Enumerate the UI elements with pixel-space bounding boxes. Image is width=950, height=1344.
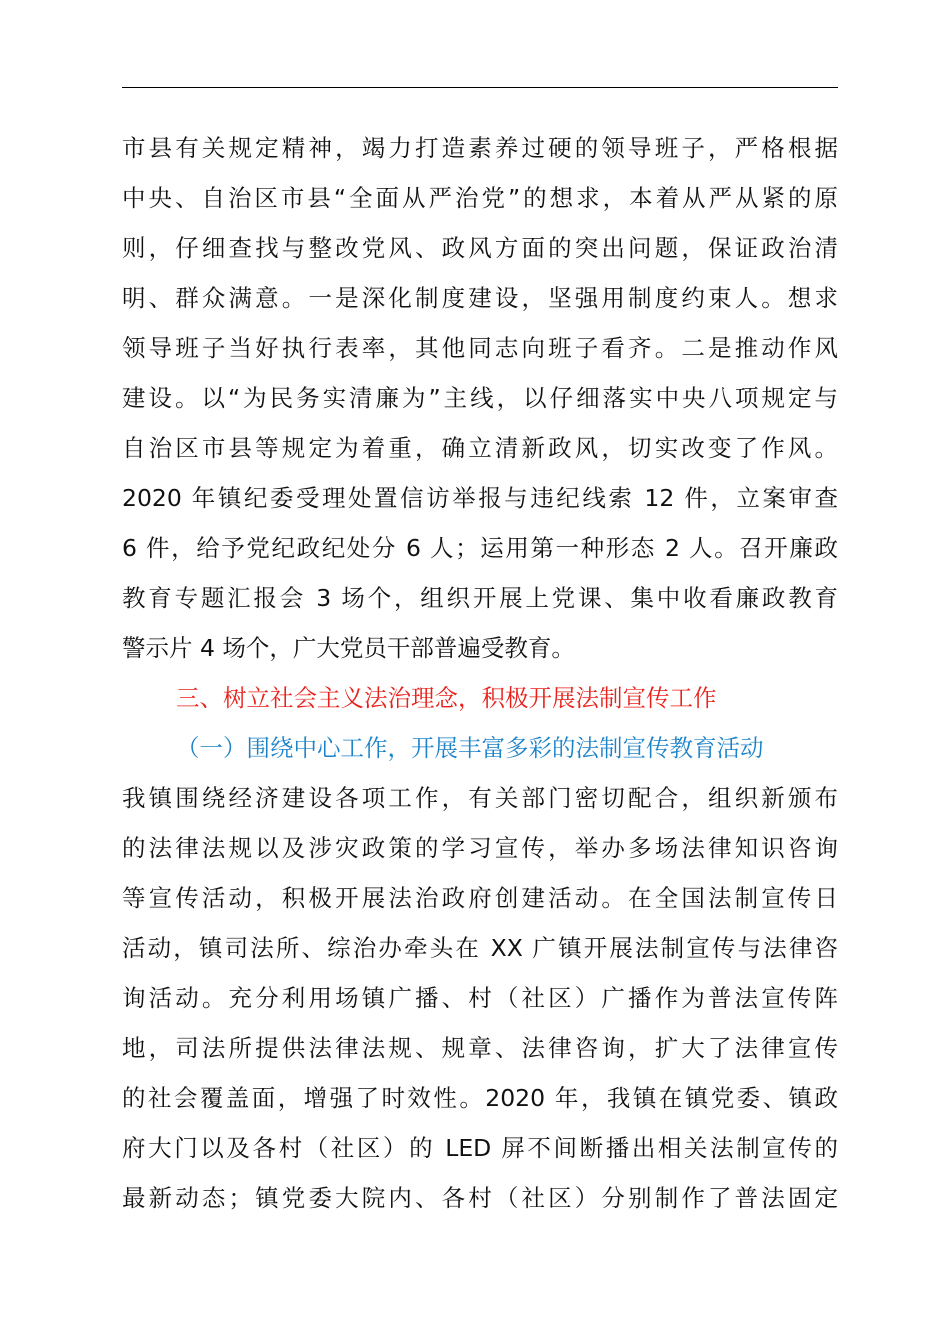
text-line: 中央、自治区市县“全面从严治党”的想求，本着从严从紧的原 — [122, 184, 838, 212]
text-line: 6 件，给予党纪政纪处分 6 人；运用第一种形态 2 人。召开廉政 — [122, 534, 838, 562]
section-heading: 三、树立社会主义法治理念，积极开展法制宣传工作 — [176, 684, 717, 712]
text-line: 则，仔细查找与整改党风、政风方面的突出问题，保证政治清 — [122, 234, 838, 262]
text-line: 警示片 4 场个，广大党员干部普遍受教育。 — [122, 634, 575, 662]
text-line: 自治区市县等规定为着重，确立清新政风，切实改变了作风。 — [122, 434, 838, 462]
text-line: 市县有关规定精神，竭力打造素养过硬的领导班子，严格根据 — [122, 134, 838, 162]
text-line: 教育专题汇报会 3 场个，组织开展上党课、集中收看廉政教育 — [122, 584, 838, 612]
text-line: 领导班子当好执行表率，其他同志向班子看齐。二是推动作风 — [122, 334, 838, 362]
text-line: 府大门以及各村（社区）的 LED 屏不间断播出相关法制宣传的 — [122, 1134, 838, 1162]
text-line: 建设。以“为民务实清廉为”主线，以仔细落实中央八项规定与 — [122, 384, 838, 412]
text-line: 最新动态；镇党委大院内、各村（社区）分别制作了普法固定 — [122, 1184, 838, 1212]
text-line: 活动，镇司法所、综治办牵头在 XX 广镇开展法制宣传与法律咨 — [122, 934, 838, 962]
text-line: 明、群众满意。一是深化制度建设，坚强用制度约束人。想求 — [122, 284, 838, 312]
header-rule — [122, 87, 838, 88]
text-line: 的社会覆盖面，增强了时效性。2020 年，我镇在镇党委、镇政 — [122, 1084, 838, 1112]
text-line: 的法律法规以及涉灾政策的学习宣传，举办多场法律知识咨询 — [122, 834, 838, 862]
text-line: 我镇围绕经济建设各项工作，有关部门密切配合，组织新颁布 — [122, 784, 838, 812]
text-line: 2020 年镇纪委受理处置信访举报与违纪线索 12 件，立案审查 — [122, 484, 838, 512]
body-paragraph-1 — [122, 123, 838, 1223]
text-line: 等宣传活动，积极开展法治政府创建活动。在全国法制宣传日 — [122, 884, 838, 912]
text-line: 询活动。充分利用场镇广播、村（社区）广播作为普法宣传阵 — [122, 984, 838, 1012]
text-line: 地，司法所提供法律法规、规章、法律咨询，扩大了法律宣传 — [122, 1034, 838, 1062]
subsection-heading: （一）围绕中心工作，开展丰富多彩的法制宣传教育活动 — [176, 734, 764, 762]
